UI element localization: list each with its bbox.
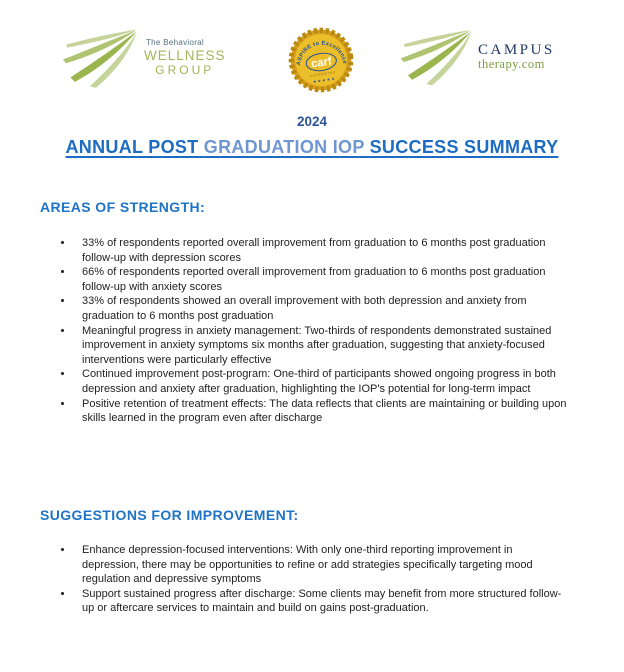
seal-carf-label: carf bbox=[310, 55, 333, 71]
leaf-swoosh-icon bbox=[398, 28, 476, 86]
seal-accredited-label: ACCREDITED bbox=[309, 70, 337, 78]
carf-accreditation-seal bbox=[284, 23, 359, 98]
list-item: • Continued improvement post-program: One-third of participants showed ongoing progress in both depression and anxiety after graduation, highlighting the IOP's potential for long-term impact bbox=[74, 367, 572, 396]
seal-stars: ★ ★ ★ ★ ★ bbox=[312, 76, 336, 85]
improvement-list bbox=[40, 543, 572, 616]
campus-label: CAMPUS bbox=[478, 41, 555, 58]
year-label: 2024 bbox=[296, 114, 328, 129]
wellness-label: WELLNESS bbox=[144, 47, 226, 63]
page-title bbox=[0, 137, 624, 158]
the-behavioral-label: The Behavioral bbox=[146, 38, 205, 48]
logo-text-behavioral-wellness bbox=[144, 39, 226, 76]
leaf-swoosh-icon bbox=[60, 28, 142, 88]
strengths-list bbox=[40, 236, 572, 426]
improvement-section-heading: SUGGESTIONS FOR IMPROVEMENT: bbox=[40, 507, 299, 523]
list-item: • Positive retention of treatment effects: The data reflects that clients are maintaining or building upon skills learned in the program even after discharge bbox=[74, 397, 572, 426]
group-label: GROUP bbox=[155, 62, 215, 77]
list-item: • Enhance depression-focused interventions: With only one-third reporting improvement in depression, there may be opportunities to refine or add strategies specifically targeting mood regulation and depressive symptoms bbox=[74, 543, 572, 587]
list-item: • 33% of respondents showed an overall improvement with both depression and anxiety from graduation to 6 months post graduation bbox=[74, 294, 572, 323]
title-part-graduation-iop: GRADUATION IOP bbox=[203, 137, 370, 157]
logo-behavioral-wellness-group bbox=[60, 28, 226, 88]
title-part-annual-post: ANNUAL POST bbox=[65, 137, 204, 157]
list-item: • 66% of respondents reported overall improvement from graduation to 6 months post graduation follow-up with anxiety scores bbox=[74, 265, 572, 294]
title-part-success-summary: SUCCESS SUMMARY bbox=[369, 137, 559, 157]
seal-arc-text: ASPIRE to Excellence bbox=[296, 40, 348, 66]
strengths-section-heading: AREAS OF STRENGTH: bbox=[40, 199, 206, 215]
logo-text-campus-therapy bbox=[478, 42, 555, 72]
list-item: • Meaningful progress in anxiety management: Two-thirds of respondents demonstrated sustained improvement in anxiety symptoms six months after graduation, suggesting that anxiety-focused interventions were particularly effective bbox=[74, 324, 572, 368]
list-item: • 33% of respondents reported overall improvement from graduation to 6 months post graduation follow-up with depression scores bbox=[74, 236, 572, 265]
therapy-com-label: therapy.com bbox=[478, 57, 545, 72]
list-item: • Support sustained progress after discharge: Some clients may benefit from more structured follow-up or aftercare services to maintain and build on gains post-graduation. bbox=[74, 587, 572, 616]
logo-campus-therapy bbox=[398, 28, 555, 86]
